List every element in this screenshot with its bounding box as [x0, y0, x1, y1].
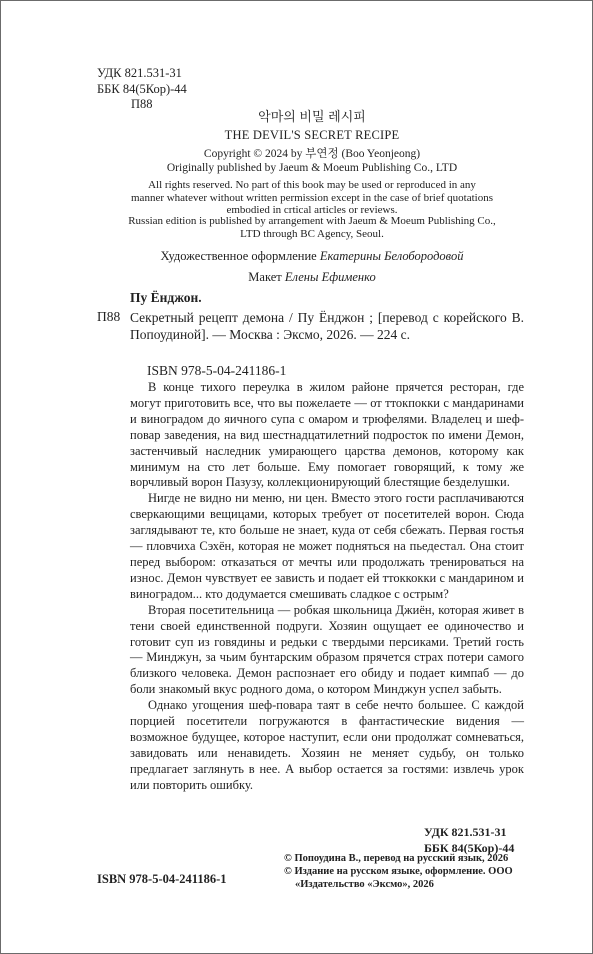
author-mark: П88: [131, 97, 153, 111]
bbk-code: ББК 84(5Кор)-44: [424, 840, 515, 855]
udk-code: УДК 821.531-31: [97, 66, 182, 80]
rights-line: All rights reserved. No part of this book may be used or reproduced in any: [148, 179, 476, 191]
translation-copyright: © Попоудина В., перевод на русский язык, 2026: [284, 853, 509, 864]
rights-notice: [92, 179, 532, 217]
rights-line: manner whatever without written permission except in the case of brief quotations: [131, 191, 493, 204]
korean-title: 악마의 비밀 레시피: [258, 109, 366, 124]
designer-name: Екатерины Белобородовой: [319, 249, 464, 263]
annotation-paragraph: В конце тихого переулка в жилом районе прячется ресторан, где могут приготовить все, что вы пожелаете — от ттокпокки с мандаринами и виноградом до яичного супа с омаром и трюфелями. Владелец и шеф-повар заведения, на вид шестнадцатилетний подросток по имени Демон, застенчивый наследник умирающего царства демонов, которому как минимум на сто лет больше. Ему помогает говорящий, к тому же ворчливый ворон Пазузу, коллекционирующий блестящие безделушки.: [130, 380, 524, 490]
rights-line: embodied in crtical articles or reviews.: [226, 204, 398, 217]
bibliographic-mark: П88: [97, 309, 121, 324]
udk-code: УДК 821.531-31: [424, 825, 507, 839]
bbk-code: ББК 84(5Кор)-44: [97, 81, 187, 96]
layout-label: Макет: [248, 270, 285, 284]
edition-line: Russian edition is published by arrangement with Jaeum & Moeum Publishing Co.,: [128, 215, 496, 227]
author-heading: Пу Ёнджон.: [130, 290, 202, 305]
original-publisher: Originally published by Jaeum & Moeum Publishing Co., LTD: [166, 162, 458, 174]
annotation-paragraph: Однако угощения шеф-повара таят в себе нечто большее. С каждой порцией посетители погружаются в фантастические видения — возможное будущее, которое наступит, если они продолжат сомневаться, завидовать или ненавидеть. Хозяин не меняет судьбу, он только предлагает заглянуть в нее. А выбор остается за гостями: извлечь урок или повторить ошибку.: [130, 698, 524, 792]
copyright-line: Copyright © 2024 by 부연정 (Boo Yeonjeong): [203, 148, 421, 160]
design-credit: [92, 249, 532, 264]
annotation-paragraph: Вторая посетительница — робкая школьница Джиён, которая живет в тени своей единственной подруги. Хозяин ощущает ее одиночество и готовит суп из говядины и редьки с твердыми персиками. Третий гость — Минджун, за чьим бунтарским образом прячется страх потери самого близкого человека. Демон распознает его обиду и подает кимпаб — до боли знакомый вкус родного дома, о котором Минджун успел забыть.: [130, 602, 524, 697]
copyright-credits: [284, 852, 513, 892]
edition-copyright-cont: «Издательство «Эксмо», 2026: [295, 879, 434, 891]
edition-copyright: © Издание на русском языке, оформление. ООО: [284, 866, 513, 878]
isbn-inline: ISBN 978-5-04-241186-1: [147, 363, 287, 378]
layout-artist-name: Елены Ефименко: [284, 270, 376, 284]
layout-credit: [92, 270, 532, 285]
annotation: [130, 380, 524, 794]
design-label: Художественное оформление: [160, 249, 320, 263]
russian-edition-notice: [92, 215, 532, 240]
annotation-paragraph: Нигде не видно ни меню, ни цен. Вместо этого гости расплачиваются сверкающими вещицами, которых требует от посетителей ворон. Сюда заглядывают те, кто больше не знает, куда от себя сбежать. Первая гостья — пловчиха Сэхён, которая не может подняться на пьедестал. Она стоит перед выбором: отказаться от мечты или продолжать тренироваться на износ. Демон чувствует ее зависть и подает ей ттоккокки с мандарином и виноградом... кто додумается смешивать сладкое с острым?: [130, 491, 524, 601]
original-title: THE DEVIL'S SECRET RECIPE: [224, 128, 400, 142]
edition-line: LTD through BC Agency, Seoul.: [240, 227, 384, 240]
isbn-bottom: ISBN 978-5-04-241186-1: [97, 872, 227, 886]
bibliographic-description: Секретный рецепт демона / Пу Ёнджон ; [перевод с корейского В. Попоудиной]. — Москва : Эксмо, 2026. — 224 с.: [130, 310, 524, 343]
